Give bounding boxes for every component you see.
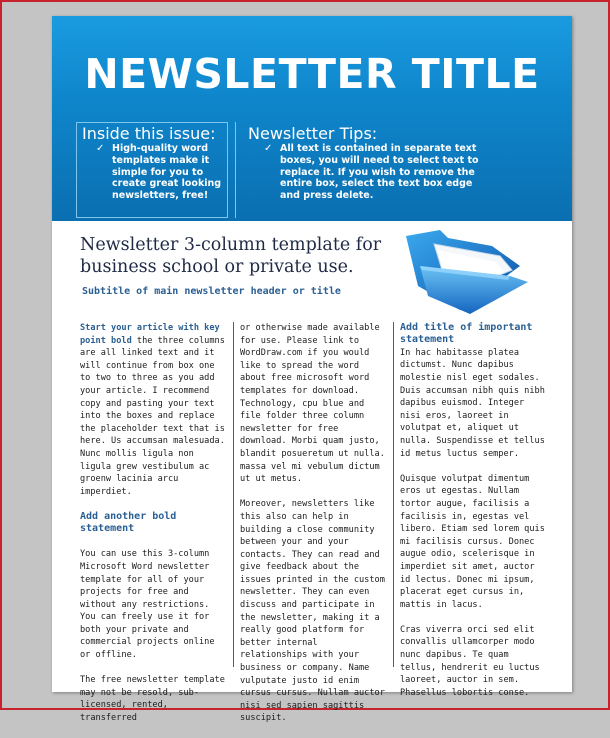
tips-line: boxes, you will need to select text to bbox=[280, 154, 479, 166]
col1-para-2: You can use this 3-column Microsoft Word newsletter template for all of your projects for free and without any restrictions. You can freely use it for both your private and commercial projects online or offline. bbox=[80, 549, 215, 661]
inside-issue-line: create great looking bbox=[112, 178, 222, 190]
check-mark-icon: ✓ bbox=[96, 143, 105, 154]
inside-issue-heading: Inside this issue: bbox=[82, 124, 216, 143]
column-1 bbox=[80, 322, 228, 737]
tips-line: and press delete. bbox=[280, 190, 374, 202]
header-banner bbox=[52, 16, 572, 221]
inside-issue-line: templates make it bbox=[112, 154, 210, 166]
column-rule-1 bbox=[233, 322, 234, 667]
newsletter-title: NEWSLETTER TITLE bbox=[84, 50, 540, 98]
col1-lead: Start your article with key point bold bbox=[80, 323, 220, 346]
col2-para-2: Moreover, newsletters like this also can help in building a close community between your and your contacts. They can read and give feedback about the issues printed in the custom newsletter. They can even discuss and participate in the newsletter, making it a really good platform for better internal relationships with your business or company. Name vulputate justo id enim cursus cursus. Nullam auctor nisi sed sapien sagittis suscipit. bbox=[240, 499, 385, 724]
column-rule-2 bbox=[393, 322, 394, 667]
col3-para-3: Cras viverra orci sed elit convallis ullamcorper modo nunc dapibus. Te quam tellus, hendrerit eu luctus laoreet, auctor in sem. Phasellus lobortis conse. bbox=[400, 624, 540, 698]
tips-line: replace it. If you wish to remove the bbox=[280, 166, 475, 178]
tips-list bbox=[280, 143, 495, 202]
col1-para-3: The free newsletter template may not be resold, sub-licensed, rented, transferred bbox=[80, 675, 225, 724]
column-3 bbox=[400, 322, 548, 712]
inside-issue-list bbox=[112, 143, 227, 202]
main-subtitle: Subtitle of main newsletter header or title bbox=[82, 286, 341, 297]
tips-line: All text is contained in separate text bbox=[280, 143, 477, 154]
inside-issue-line: High-quality word bbox=[112, 143, 209, 154]
column-2 bbox=[240, 322, 388, 738]
col1-intro: the three columns are all linked text and it will continue from box one to two to three as you add your article. I recommend copy and pasting your text into the boxes and replace the placeholder text that is here. Us accumsan malesuada. Nunc mollis ligula non ligula grew vestibulum ac groenw lacinia arcu imperdiet. bbox=[80, 335, 225, 497]
col3-para-2: Quisque volutpat dimentum eros ut egestas. Nullam tortor augue, facilisis a facilisis in, egestas vel libero. Etiam sed lorem quis mi facilisis cursus. Donec augue odio, scelerisque in imperdiet sit amet, auctor id lectus. Donec mi ipsum, placerat eget cursus in, mattis in lacus. bbox=[400, 473, 545, 610]
main-headline: Newsletter 3-column template for business school or private use. bbox=[80, 235, 382, 277]
tips-line: entire box, select the text box edge bbox=[280, 178, 473, 190]
col1-heading-2: Add another bold statement bbox=[80, 510, 177, 535]
col1-para-1 bbox=[80, 322, 228, 498]
inside-issue-line: simple for you to bbox=[112, 166, 204, 178]
col3-heading: Add title of important statement bbox=[400, 322, 533, 346]
col2-para-1: or otherwise made available for use. Please link to WordDraw.com if you would like to spread the word about free microsoft word templates for download. Technology, cpu blue and file folder three column newsletter for free download. Morbi quam justo, blandit posueretum ut nulla. massa vel mi vebulum dictum ut ut metus. bbox=[240, 323, 385, 485]
col3-para-1: In hac habitasse platea dictumst. Nunc dapibus molestie nisl eget sodales. Duis accumsan nibh quis nibh dapibus euismod. Integer nisi eros, laoreet in volutpat et, aliquet ut nulla. Suspendisse et tellus id metus luctus semper. bbox=[400, 347, 545, 459]
inside-issue-line: newsletters, free! bbox=[112, 190, 209, 202]
newsletter-page bbox=[52, 16, 572, 724]
check-mark-icon: ✓ bbox=[264, 143, 273, 154]
tips-heading: Newsletter Tips: bbox=[248, 124, 378, 143]
blue-file-folder-icon bbox=[400, 226, 540, 316]
tips-divider bbox=[235, 122, 236, 218]
